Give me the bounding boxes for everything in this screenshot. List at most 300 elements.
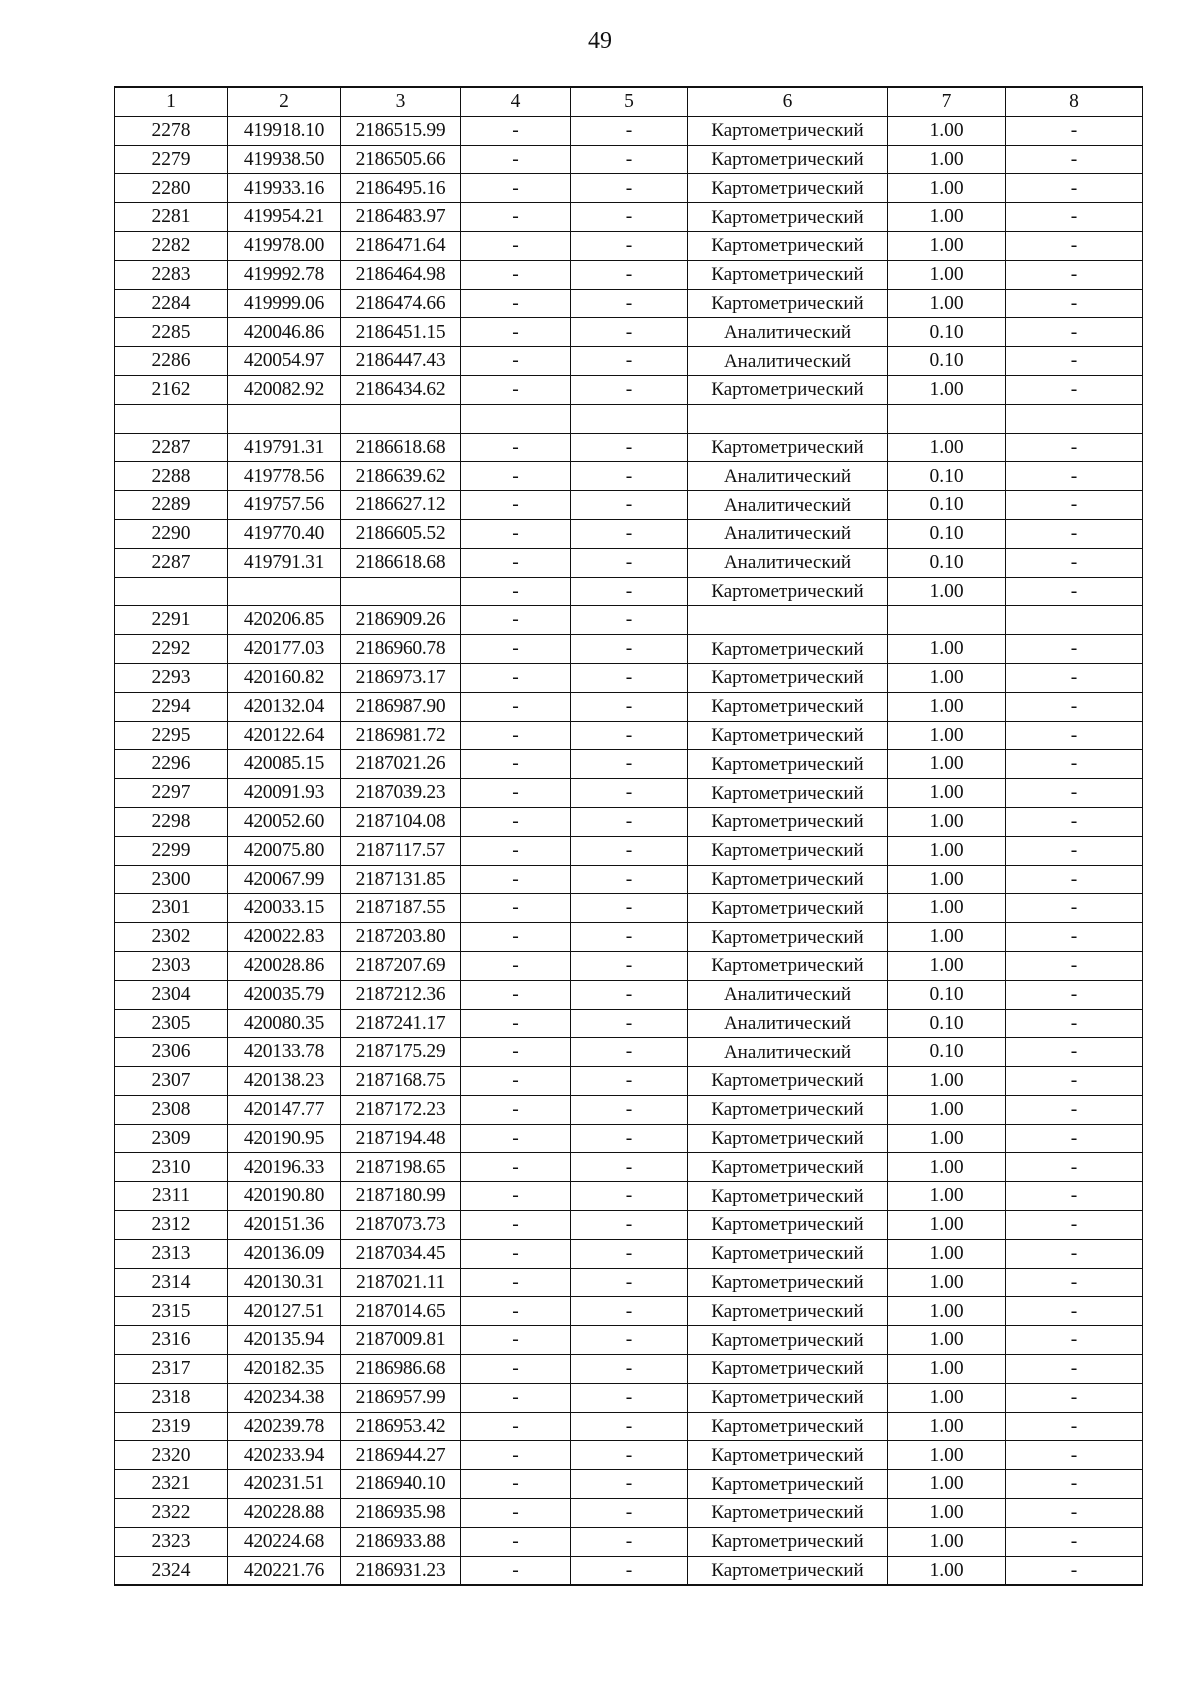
- point-number-cell: 2295: [115, 721, 228, 750]
- col5-cell: -: [571, 721, 688, 750]
- point-number-cell: 2323: [115, 1527, 228, 1556]
- accuracy-cell: 1.00: [888, 289, 1006, 318]
- method-cell: Картометрический: [688, 750, 888, 779]
- col4-cell: -: [461, 203, 571, 232]
- method-cell: Картометрический: [688, 116, 888, 145]
- col5-cell: -: [571, 923, 688, 952]
- x-coordinate-cell: 420233.94: [228, 1441, 341, 1470]
- col4-cell: -: [461, 1153, 571, 1182]
- x-coordinate-cell: 420046.86: [228, 318, 341, 347]
- col8-cell: -: [1006, 1297, 1143, 1326]
- y-coordinate-cell: 2187168.75: [341, 1067, 461, 1096]
- col4-cell: -: [461, 1412, 571, 1441]
- col8-cell: -: [1006, 1499, 1143, 1528]
- col8-cell: -: [1006, 318, 1143, 347]
- y-coordinate-cell: 2187172.23: [341, 1095, 461, 1124]
- col4-cell: -: [461, 750, 571, 779]
- col4-cell: -: [461, 1038, 571, 1067]
- y-coordinate-cell: 2187009.81: [341, 1326, 461, 1355]
- col4-cell: -: [461, 231, 571, 260]
- col8-cell: [1006, 606, 1143, 635]
- col5-cell: -: [571, 1441, 688, 1470]
- x-coordinate-cell: 420206.85: [228, 606, 341, 635]
- col8-cell: -: [1006, 1326, 1143, 1355]
- y-coordinate-cell: 2186618.68: [341, 433, 461, 462]
- column-header: 1: [115, 87, 228, 116]
- point-number-cell: 2306: [115, 1038, 228, 1067]
- x-coordinate-cell: 419791.31: [228, 548, 341, 577]
- y-coordinate-cell: 2187021.11: [341, 1268, 461, 1297]
- point-number-cell: 2316: [115, 1326, 228, 1355]
- col4-cell: -: [461, 433, 571, 462]
- col5-cell: -: [571, 692, 688, 721]
- accuracy-cell: 1.00: [888, 231, 1006, 260]
- y-coordinate-cell: 2186944.27: [341, 1441, 461, 1470]
- method-cell: Картометрический: [688, 289, 888, 318]
- table-row: [115, 116, 1143, 145]
- table-row: [115, 1182, 1143, 1211]
- method-cell: Аналитический: [688, 980, 888, 1009]
- col4-cell: -: [461, 1268, 571, 1297]
- table-row: [115, 1355, 1143, 1384]
- accuracy-cell: [888, 606, 1006, 635]
- y-coordinate-cell: 2186434.62: [341, 375, 461, 404]
- table-row: [115, 663, 1143, 692]
- col8-cell: -: [1006, 865, 1143, 894]
- point-number-cell: 2287: [115, 548, 228, 577]
- table-row: [115, 635, 1143, 664]
- accuracy-cell: 1.00: [888, 865, 1006, 894]
- y-coordinate-cell: 2187021.26: [341, 750, 461, 779]
- point-number-cell: 2290: [115, 519, 228, 548]
- col4-cell: -: [461, 289, 571, 318]
- accuracy-cell: 0.10: [888, 1009, 1006, 1038]
- accuracy-cell: 1.00: [888, 260, 1006, 289]
- point-number-cell: 2278: [115, 116, 228, 145]
- method-cell: Картометрический: [688, 1412, 888, 1441]
- col8-cell: -: [1006, 894, 1143, 923]
- x-coordinate-cell: 420052.60: [228, 807, 341, 836]
- accuracy-cell: 1.00: [888, 807, 1006, 836]
- accuracy-cell: 0.10: [888, 1038, 1006, 1067]
- x-coordinate-cell: 420091.93: [228, 779, 341, 808]
- table-row: [115, 491, 1143, 520]
- y-coordinate-cell: 2186933.88: [341, 1527, 461, 1556]
- method-cell: Картометрический: [688, 1124, 888, 1153]
- table-row: [115, 1556, 1143, 1585]
- y-coordinate-cell: 2187180.99: [341, 1182, 461, 1211]
- point-number-cell: 2319: [115, 1412, 228, 1441]
- col5-cell: -: [571, 462, 688, 491]
- point-number-cell: 2284: [115, 289, 228, 318]
- point-number-cell: 2314: [115, 1268, 228, 1297]
- method-cell: Картометрический: [688, 1153, 888, 1182]
- x-coordinate-cell: 420133.78: [228, 1038, 341, 1067]
- method-cell: Картометрический: [688, 635, 888, 664]
- col8-cell: -: [1006, 1441, 1143, 1470]
- x-coordinate-cell: 419918.10: [228, 116, 341, 145]
- y-coordinate-cell: 2186451.15: [341, 318, 461, 347]
- point-number-cell: 2302: [115, 923, 228, 952]
- accuracy-cell: 1.00: [888, 721, 1006, 750]
- table-row: [115, 375, 1143, 404]
- col4-cell: -: [461, 260, 571, 289]
- point-number-cell: 2297: [115, 779, 228, 808]
- x-coordinate-cell: 420080.35: [228, 1009, 341, 1038]
- col8-cell: -: [1006, 231, 1143, 260]
- x-coordinate-cell: 420147.77: [228, 1095, 341, 1124]
- point-number-cell: 2294: [115, 692, 228, 721]
- col4-cell: -: [461, 318, 571, 347]
- col5-cell: -: [571, 577, 688, 606]
- x-coordinate-cell: 419791.31: [228, 433, 341, 462]
- col8-cell: -: [1006, 1211, 1143, 1240]
- x-coordinate-cell: 420075.80: [228, 836, 341, 865]
- col8-cell: -: [1006, 951, 1143, 980]
- col8-cell: -: [1006, 1268, 1143, 1297]
- col4-cell: -: [461, 462, 571, 491]
- method-cell: Картометрический: [688, 663, 888, 692]
- col5-cell: -: [571, 1355, 688, 1384]
- col4-cell: [461, 404, 571, 433]
- column-header: 5: [571, 87, 688, 116]
- table-row: [115, 1499, 1143, 1528]
- col4-cell: -: [461, 1211, 571, 1240]
- method-cell: Картометрический: [688, 1182, 888, 1211]
- col8-cell: [1006, 404, 1143, 433]
- col4-cell: -: [461, 1383, 571, 1412]
- y-coordinate-cell: 2186447.43: [341, 347, 461, 376]
- point-number-cell: 2324: [115, 1556, 228, 1585]
- table-row: [115, 1009, 1143, 1038]
- accuracy-cell: 1.00: [888, 836, 1006, 865]
- point-number-cell: 2287: [115, 433, 228, 462]
- y-coordinate-cell: 2187207.69: [341, 951, 461, 980]
- column-header: 2: [228, 87, 341, 116]
- col4-cell: -: [461, 1124, 571, 1153]
- y-coordinate-cell: 2186474.66: [341, 289, 461, 318]
- table-row: [115, 260, 1143, 289]
- col4-cell: -: [461, 1527, 571, 1556]
- table-row: [115, 1412, 1143, 1441]
- point-number-cell: 2322: [115, 1499, 228, 1528]
- col4-cell: -: [461, 1326, 571, 1355]
- col8-cell: -: [1006, 779, 1143, 808]
- col8-cell: -: [1006, 433, 1143, 462]
- col5-cell: -: [571, 807, 688, 836]
- point-number-cell: 2298: [115, 807, 228, 836]
- accuracy-cell: 1.00: [888, 1499, 1006, 1528]
- column-header: 4: [461, 87, 571, 116]
- y-coordinate-cell: 2187131.85: [341, 865, 461, 894]
- x-coordinate-cell: 420221.76: [228, 1556, 341, 1585]
- x-coordinate-cell: 419778.56: [228, 462, 341, 491]
- col4-cell: -: [461, 548, 571, 577]
- col4-cell: -: [461, 1556, 571, 1585]
- col5-cell: -: [571, 318, 688, 347]
- col8-cell: -: [1006, 577, 1143, 606]
- col8-cell: -: [1006, 491, 1143, 520]
- y-coordinate-cell: 2186627.12: [341, 491, 461, 520]
- point-number-cell: 2162: [115, 375, 228, 404]
- table-row: [115, 1067, 1143, 1096]
- method-cell: Аналитический: [688, 462, 888, 491]
- col4-cell: -: [461, 606, 571, 635]
- y-coordinate-cell: 2187073.73: [341, 1211, 461, 1240]
- table-row: [115, 1268, 1143, 1297]
- col4-cell: -: [461, 577, 571, 606]
- point-number-cell: [115, 404, 228, 433]
- method-cell: Картометрический: [688, 1326, 888, 1355]
- point-number-cell: 2282: [115, 231, 228, 260]
- col8-cell: -: [1006, 663, 1143, 692]
- col4-cell: -: [461, 491, 571, 520]
- col5-cell: -: [571, 260, 688, 289]
- col8-cell: -: [1006, 145, 1143, 174]
- col8-cell: -: [1006, 1412, 1143, 1441]
- col4-cell: -: [461, 1067, 571, 1096]
- x-coordinate-cell: 419757.56: [228, 491, 341, 520]
- table-row: [115, 865, 1143, 894]
- table-row: [115, 231, 1143, 260]
- col5-cell: -: [571, 779, 688, 808]
- method-cell: Картометрический: [688, 375, 888, 404]
- y-coordinate-cell: 2186909.26: [341, 606, 461, 635]
- accuracy-cell: 1.00: [888, 1182, 1006, 1211]
- method-cell: Аналитический: [688, 318, 888, 347]
- col5-cell: -: [571, 1239, 688, 1268]
- col5-cell: -: [571, 1383, 688, 1412]
- col5-cell: -: [571, 433, 688, 462]
- col8-cell: -: [1006, 203, 1143, 232]
- point-number-cell: 2311: [115, 1182, 228, 1211]
- y-coordinate-cell: 2187104.08: [341, 807, 461, 836]
- col4-cell: -: [461, 1355, 571, 1384]
- method-cell: Картометрический: [688, 1067, 888, 1096]
- col5-cell: -: [571, 1038, 688, 1067]
- col5-cell: -: [571, 750, 688, 779]
- x-coordinate-cell: [228, 577, 341, 606]
- method-cell: Картометрический: [688, 433, 888, 462]
- accuracy-cell: 1.00: [888, 1412, 1006, 1441]
- method-cell: Картометрический: [688, 1297, 888, 1326]
- col5-cell: -: [571, 635, 688, 664]
- table-row: [115, 1383, 1143, 1412]
- accuracy-cell: 1.00: [888, 1239, 1006, 1268]
- method-cell: Картометрический: [688, 865, 888, 894]
- column-header: 6: [688, 87, 888, 116]
- table-row: [115, 1470, 1143, 1499]
- col8-cell: -: [1006, 174, 1143, 203]
- col5-cell: -: [571, 1326, 688, 1355]
- y-coordinate-cell: 2186987.90: [341, 692, 461, 721]
- point-number-cell: 2292: [115, 635, 228, 664]
- col5-cell: -: [571, 1412, 688, 1441]
- x-coordinate-cell: 420190.95: [228, 1124, 341, 1153]
- col4-cell: -: [461, 519, 571, 548]
- col4-cell: -: [461, 347, 571, 376]
- col4-cell: -: [461, 1297, 571, 1326]
- col5-cell: -: [571, 1297, 688, 1326]
- x-coordinate-cell: 420022.83: [228, 923, 341, 952]
- method-cell: Аналитический: [688, 1038, 888, 1067]
- table-row: [115, 347, 1143, 376]
- table-row: [115, 404, 1143, 433]
- accuracy-cell: 1.00: [888, 1124, 1006, 1153]
- method-cell: Аналитический: [688, 347, 888, 376]
- method-cell: Картометрический: [688, 577, 888, 606]
- col5-cell: -: [571, 1124, 688, 1153]
- table-row: [115, 779, 1143, 808]
- col5-cell: -: [571, 1211, 688, 1240]
- y-coordinate-cell: 2186931.23: [341, 1556, 461, 1585]
- point-number-cell: 2304: [115, 980, 228, 1009]
- col4-cell: -: [461, 894, 571, 923]
- method-cell: Картометрический: [688, 1355, 888, 1384]
- x-coordinate-cell: 419933.16: [228, 174, 341, 203]
- method-cell: Картометрический: [688, 231, 888, 260]
- y-coordinate-cell: 2186935.98: [341, 1499, 461, 1528]
- col8-cell: -: [1006, 836, 1143, 865]
- col5-cell: -: [571, 1527, 688, 1556]
- col5-cell: -: [571, 951, 688, 980]
- x-coordinate-cell: 420190.80: [228, 1182, 341, 1211]
- table-row: [115, 289, 1143, 318]
- x-coordinate-cell: 420054.97: [228, 347, 341, 376]
- y-coordinate-cell: 2187203.80: [341, 923, 461, 952]
- col8-cell: -: [1006, 116, 1143, 145]
- col8-cell: -: [1006, 1239, 1143, 1268]
- point-number-cell: 2291: [115, 606, 228, 635]
- x-coordinate-cell: 420067.99: [228, 865, 341, 894]
- x-coordinate-cell: 420239.78: [228, 1412, 341, 1441]
- col4-cell: -: [461, 692, 571, 721]
- accuracy-cell: 1.00: [888, 1297, 1006, 1326]
- col5-cell: -: [571, 980, 688, 1009]
- accuracy-cell: 1.00: [888, 203, 1006, 232]
- x-coordinate-cell: 420035.79: [228, 980, 341, 1009]
- point-number-cell: 2281: [115, 203, 228, 232]
- accuracy-cell: 1.00: [888, 951, 1006, 980]
- page-number: 49: [588, 28, 612, 54]
- col5-cell: -: [571, 1095, 688, 1124]
- col8-cell: -: [1006, 548, 1143, 577]
- col8-cell: -: [1006, 980, 1143, 1009]
- table-row: [115, 836, 1143, 865]
- col4-cell: -: [461, 1182, 571, 1211]
- accuracy-cell: 1.00: [888, 635, 1006, 664]
- accuracy-cell: 1.00: [888, 433, 1006, 462]
- col4-cell: -: [461, 836, 571, 865]
- method-cell: Картометрический: [688, 807, 888, 836]
- col5-cell: -: [571, 375, 688, 404]
- accuracy-cell: [888, 404, 1006, 433]
- col5-cell: -: [571, 1153, 688, 1182]
- y-coordinate-cell: 2186471.64: [341, 231, 461, 260]
- method-cell: Картометрический: [688, 1470, 888, 1499]
- column-header: 7: [888, 87, 1006, 116]
- x-coordinate-cell: 420028.86: [228, 951, 341, 980]
- column-header: 3: [341, 87, 461, 116]
- col8-cell: -: [1006, 1383, 1143, 1412]
- col8-cell: -: [1006, 750, 1143, 779]
- accuracy-cell: 1.00: [888, 1383, 1006, 1412]
- y-coordinate-cell: 2187241.17: [341, 1009, 461, 1038]
- y-coordinate-cell: 2186940.10: [341, 1470, 461, 1499]
- col4-cell: -: [461, 951, 571, 980]
- table-row: [115, 174, 1143, 203]
- table-row: [115, 577, 1143, 606]
- col4-cell: -: [461, 807, 571, 836]
- table-row: [115, 1239, 1143, 1268]
- method-cell: Картометрический: [688, 1441, 888, 1470]
- y-coordinate-cell: 2186953.42: [341, 1412, 461, 1441]
- col4-cell: -: [461, 116, 571, 145]
- y-coordinate-cell: 2186981.72: [341, 721, 461, 750]
- y-coordinate-cell: 2186464.98: [341, 260, 461, 289]
- accuracy-cell: 1.00: [888, 116, 1006, 145]
- col5-cell: -: [571, 289, 688, 318]
- accuracy-cell: 0.10: [888, 462, 1006, 491]
- col5-cell: -: [571, 1556, 688, 1585]
- table-row: [115, 1038, 1143, 1067]
- y-coordinate-cell: 2186960.78: [341, 635, 461, 664]
- col8-cell: -: [1006, 692, 1143, 721]
- accuracy-cell: 1.00: [888, 1326, 1006, 1355]
- y-coordinate-cell: 2187039.23: [341, 779, 461, 808]
- x-coordinate-cell: 419978.00: [228, 231, 341, 260]
- col5-cell: -: [571, 519, 688, 548]
- col5-cell: -: [571, 1268, 688, 1297]
- method-cell: Картометрический: [688, 1268, 888, 1297]
- y-coordinate-cell: 2186495.16: [341, 174, 461, 203]
- y-coordinate-cell: [341, 577, 461, 606]
- col4-cell: -: [461, 865, 571, 894]
- accuracy-cell: 0.10: [888, 548, 1006, 577]
- y-coordinate-cell: 2186986.68: [341, 1355, 461, 1384]
- point-number-cell: 2308: [115, 1095, 228, 1124]
- accuracy-cell: 1.00: [888, 923, 1006, 952]
- x-coordinate-cell: 420082.92: [228, 375, 341, 404]
- x-coordinate-cell: 420224.68: [228, 1527, 341, 1556]
- point-number-cell: 2296: [115, 750, 228, 779]
- col5-cell: -: [571, 203, 688, 232]
- col8-cell: -: [1006, 1470, 1143, 1499]
- y-coordinate-cell: 2186505.66: [341, 145, 461, 174]
- table-body: [115, 116, 1143, 1585]
- point-number-cell: 2317: [115, 1355, 228, 1384]
- accuracy-cell: 1.00: [888, 1441, 1006, 1470]
- point-number-cell: 2299: [115, 836, 228, 865]
- col8-cell: -: [1006, 289, 1143, 318]
- table-row: [115, 980, 1143, 1009]
- col8-cell: -: [1006, 1153, 1143, 1182]
- y-coordinate-cell: 2186957.99: [341, 1383, 461, 1412]
- x-coordinate-cell: 420177.03: [228, 635, 341, 664]
- y-coordinate-cell: 2186639.62: [341, 462, 461, 491]
- table-row: [115, 807, 1143, 836]
- method-cell: Картометрический: [688, 1211, 888, 1240]
- table-row: [115, 1297, 1143, 1326]
- table-row: [115, 923, 1143, 952]
- x-coordinate-cell: 420130.31: [228, 1268, 341, 1297]
- table-row: [115, 1095, 1143, 1124]
- col8-cell: -: [1006, 462, 1143, 491]
- x-coordinate-cell: 420122.64: [228, 721, 341, 750]
- column-header: 8: [1006, 87, 1143, 116]
- col8-cell: -: [1006, 1009, 1143, 1038]
- x-coordinate-cell: 419770.40: [228, 519, 341, 548]
